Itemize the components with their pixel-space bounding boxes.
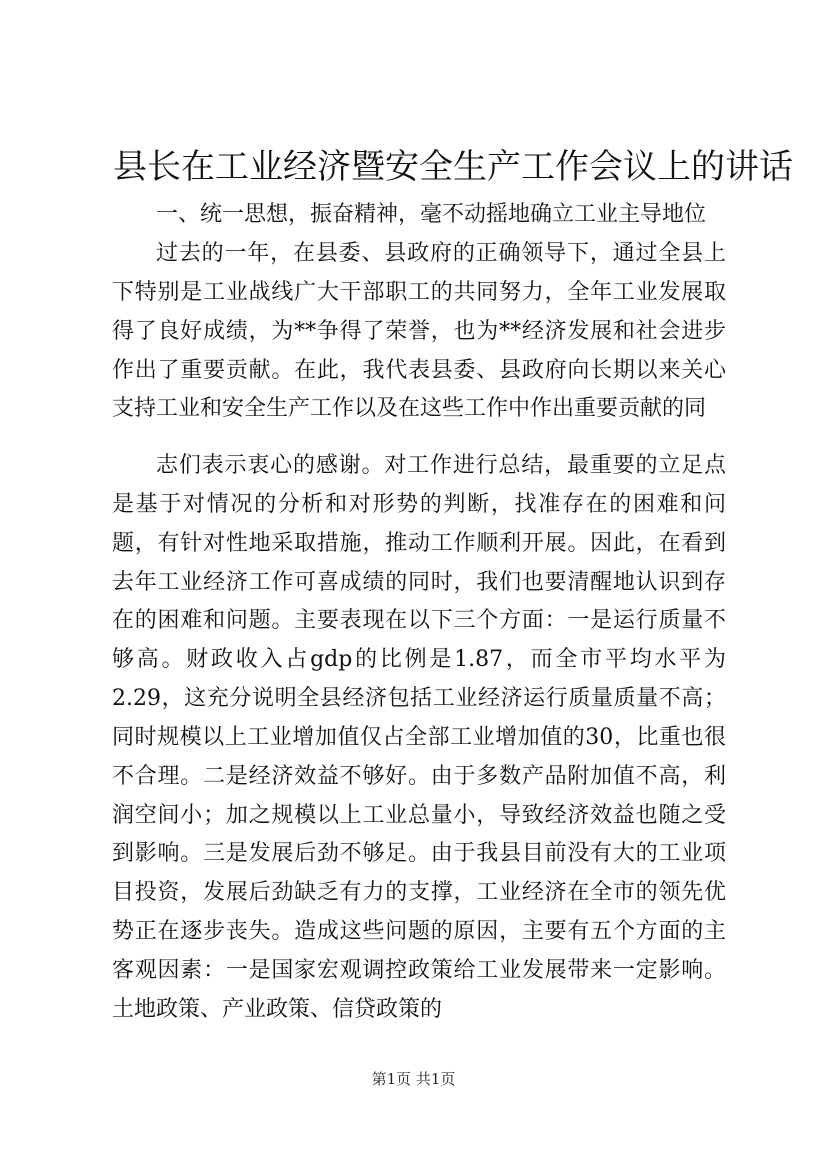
paragraph-2: 志们表示衷心的感谢。对工作进行总结，最重要的立足点是基于对情况的分析和对形势的判断，找准存在的困难和问题，有针对性地采取措施，推动工作顺利开展。因此，在看到去年工业经济工作可喜成绩的同时，我们也要清醒地认识到存在的困难和问题。主要表现在以下三个方面：一是运行质量不够高。财政收入占gdp的比例是1.87，而全市平均水平为2.29，这充分说明全县经济包括工业经济运行质量质量不高；同时规模以上工业增加值仅占全部工业增加值的30，比重也很不合理。二是经济效益不够好。由于多数产品附加值不高，利润空间小；加之规模以上工业总量小，导致经济效益也随之受到影响。三是发展后劲不够足。由于我县目前没有大的工业项目投资，发展后劲缺乏有力的支撑，工业经济在全市的领先优势正在逐步丧失。造成这些问题的原因，主要有五个方面的主客观因素：一是国家宏观调控政策给工业发展带来一定影响。土地政策、产业政策、信贷政策的 bbox=[112, 453, 726, 1022]
page-footer: 第1页 共1页 bbox=[371, 1070, 456, 1088]
section-heading: 一、统一思想，振奋精神，毫不动摇地确立工业主导地位 bbox=[156, 202, 707, 227]
paragraph-1: 过去的一年，在县委、县政府的正确领导下，通过全县上下特别是工业战线广大干部职工的共同努力，全年工业发展取得了良好成绩，为**争得了荣誉，也为**经济发展和社会进步作出了重要贡献。在此，我代表县委、县政府向长期以来关心支持工业和安全生产工作以及在这些工作中作出重要贡献的同 bbox=[112, 241, 726, 422]
document-title: 县长在工业经济暨安全生产工作会议上的讲话 bbox=[113, 147, 793, 187]
